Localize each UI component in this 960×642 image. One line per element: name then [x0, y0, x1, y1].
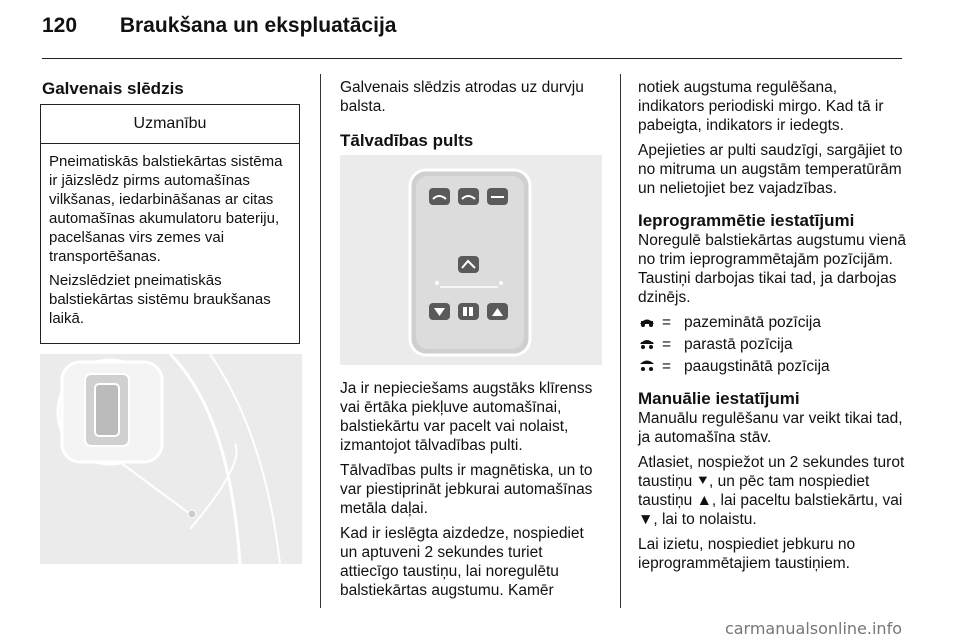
caution-text-2: Neizslēdziet pneimatiskās balstiekārtas sistēmu braukšanas laikā.	[49, 272, 271, 327]
legend-text-normal: parastā pozīcija	[684, 336, 793, 353]
car-normal-icon	[638, 335, 662, 354]
page-header	[42, 14, 396, 38]
section-heading-main-switch: Galvenais slēdzis	[42, 79, 184, 98]
caution-text-1: Pneimatiskās balstiekārtas sistēma ir jāizslēdz pirms automašīnas vilkšanas, iedarbināšanas ar citas automašīnas akumulatoru bateriju, pacelšanas virs zemes vai transportēšanas.	[49, 153, 283, 265]
manual-paragraph-2: Atlasiet, nospiežot un 2 sekundes turot taustiņu ⯆, un pēc tam nospiediet taustiņu ▲, lai paceltu balstiekārtu, vai ▼, lai to nolaistu.	[638, 454, 905, 528]
main-switch-figure	[40, 354, 302, 564]
column-2	[340, 78, 602, 151]
car-lowered-icon	[638, 313, 662, 332]
car-raised-icon	[638, 357, 662, 376]
page-title: Braukšana un ekspluatācija	[119, 14, 397, 37]
legend-text-lowered: pazeminātā pozīcija	[684, 314, 821, 331]
column-1	[42, 79, 302, 98]
adjust-paragraph-1: notiek augstuma regulēšana, indikators periodiski mirgo. Kad tā ir pabeigta, indikators ir iedegts.	[638, 79, 884, 134]
remote-control-illustration	[340, 155, 602, 365]
column-divider-1	[320, 74, 321, 608]
section-heading-remote: Tālvadības pults	[340, 131, 474, 150]
heading-manual-settings: Manuālie iestatījumi	[638, 389, 800, 408]
page-number: 120	[42, 14, 78, 37]
column-divider-2	[620, 74, 621, 608]
remote-paragraph-1: Ja ir nepieciešams augstāks klīrenss vai ērtāka piekļuve automašīnai, balstiekārtu var pacelt vai nolaist, izmantojot tālvadības pulti.	[340, 380, 593, 454]
header-rule	[42, 58, 902, 59]
manual-paragraph-1: Manuālu regulēšanu var veikt tikai tad, ja automašīna stāv.	[638, 410, 903, 446]
heading-preset-settings: Ieprogrammētie iestatījumi	[638, 211, 855, 230]
remote-paragraph-3: Kad ir ieslēgta aizdedze, nospiediet un aptuveni 2 sekundes turiet attiecīgo taustiņu, lai noregulētu balstiekārtas augstumu. Kamēr	[340, 525, 584, 599]
legend-row-raised: = paaugstinātā pozīcija	[638, 357, 906, 376]
adjust-paragraph-2: Apejieties ar pulti saudzīgi, sargājiet to no mitruma un augstām temperatūrām un nelietojiet bez vajadzības.	[638, 142, 903, 197]
preset-paragraph: Noregulē balstiekārtas augstumu vienā no trim ieprogrammētajām pozīcijām. Taustiņi darbojas tikai tad, ja darbojas dzinējs.	[638, 232, 906, 306]
remote-figure	[340, 155, 602, 365]
manual-paragraph-3: Lai izietu, nospiediet jebkuru no ieprogrammētajiem taustiņiem.	[638, 536, 856, 572]
legend-text-raised: paaugstinātā pozīcija	[684, 358, 830, 375]
column-3	[638, 78, 906, 579]
door-pillar-illustration	[40, 354, 302, 564]
caution-box	[40, 104, 300, 344]
watermark: carmanualsonline.info	[724, 619, 902, 638]
legend-row-normal: = parastā pozīcija	[638, 335, 906, 354]
legend-row-lowered: = pazeminātā pozīcija	[638, 313, 906, 332]
caution-title: Uzmanību	[41, 105, 299, 144]
column-2-body	[340, 379, 602, 606]
remote-paragraph-2: Tālvadības pults ir magnētiska, un to var piestiprināt jebkurai automašīnas metāla daļai.	[340, 462, 593, 517]
intro-text: Galvenais slēdzis atrodas uz durvju balsta.	[340, 79, 584, 115]
